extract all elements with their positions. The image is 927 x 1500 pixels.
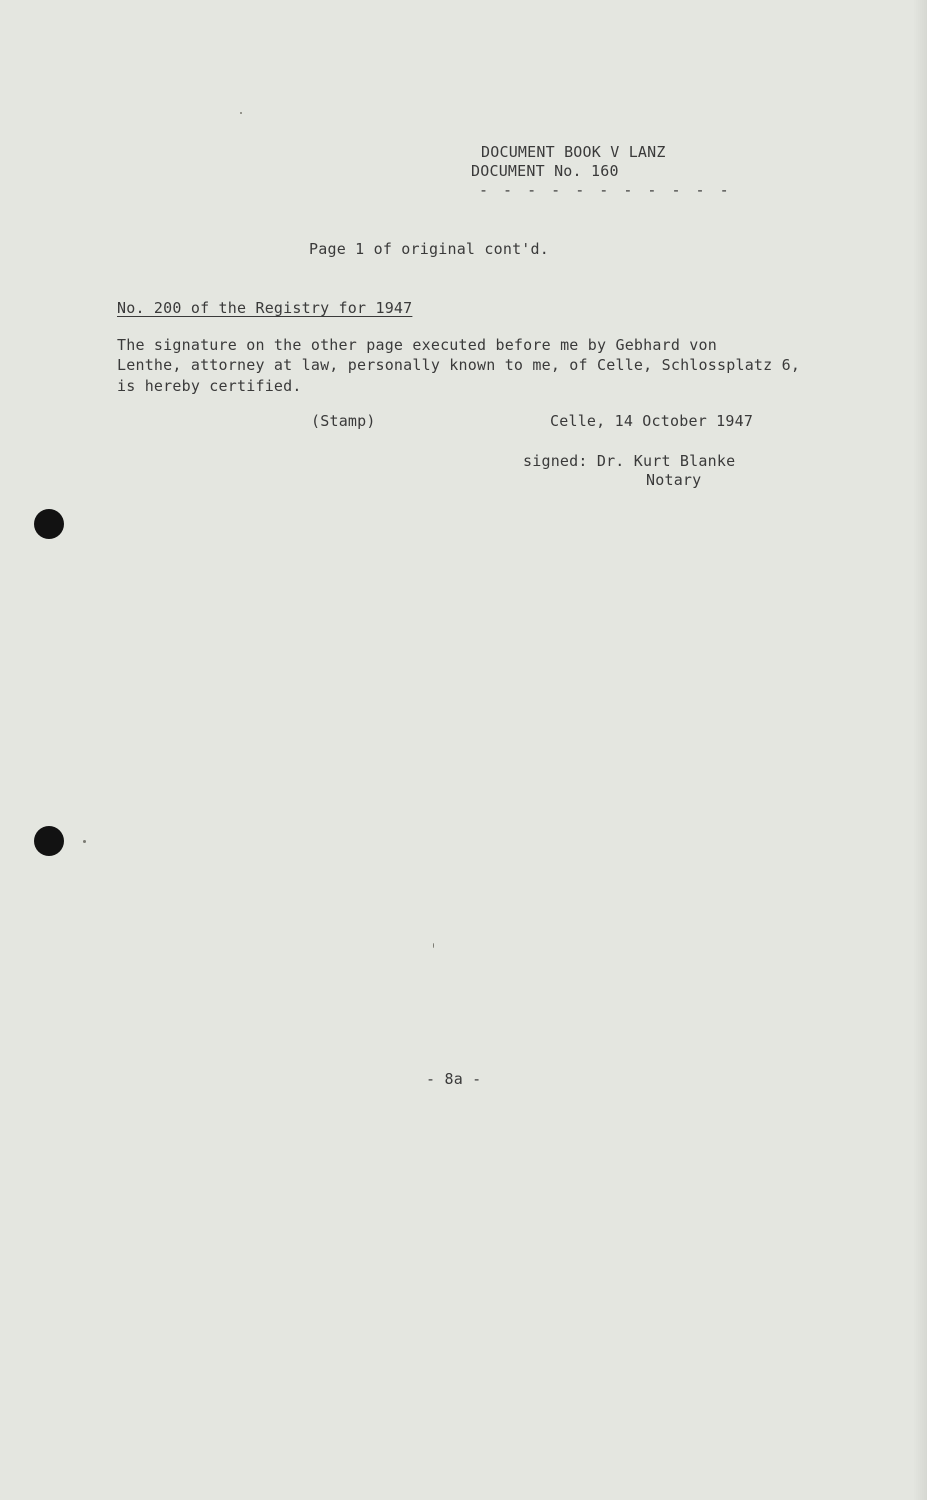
document-number-header: DOCUMENT No. 160 [471, 162, 619, 180]
header-dash-rule: - - - - - - - - - - - [479, 181, 732, 199]
page-edge-shadow [913, 0, 927, 1500]
stamp-label: (Stamp) [311, 412, 376, 430]
certification-line-2: Lenthe, attorney at law, personally known to me, of Celle, Schlossplatz 6, [117, 356, 801, 374]
registry-line: No. 200 of the Registry for 1947 [117, 299, 413, 317]
paper-speck [240, 112, 242, 114]
document-book-header: DOCUMENT BOOK V LANZ [481, 143, 666, 161]
certification-line-1: The signature on the other page executed before me by Gebhard von [117, 336, 717, 354]
paper-speck [83, 840, 86, 843]
continuation-note: Page 1 of original cont'd. [309, 240, 549, 258]
paper-speck [433, 943, 434, 948]
place-and-date: Celle, 14 October 1947 [550, 412, 754, 430]
punch-hole-bottom [34, 826, 64, 856]
punch-hole-top [34, 509, 64, 539]
signature-line: signed: Dr. Kurt Blanke [523, 452, 736, 470]
page-number: - 8a - [426, 1070, 482, 1088]
certification-line-3: is hereby certified. [117, 377, 302, 395]
signer-title: Notary [646, 471, 702, 489]
